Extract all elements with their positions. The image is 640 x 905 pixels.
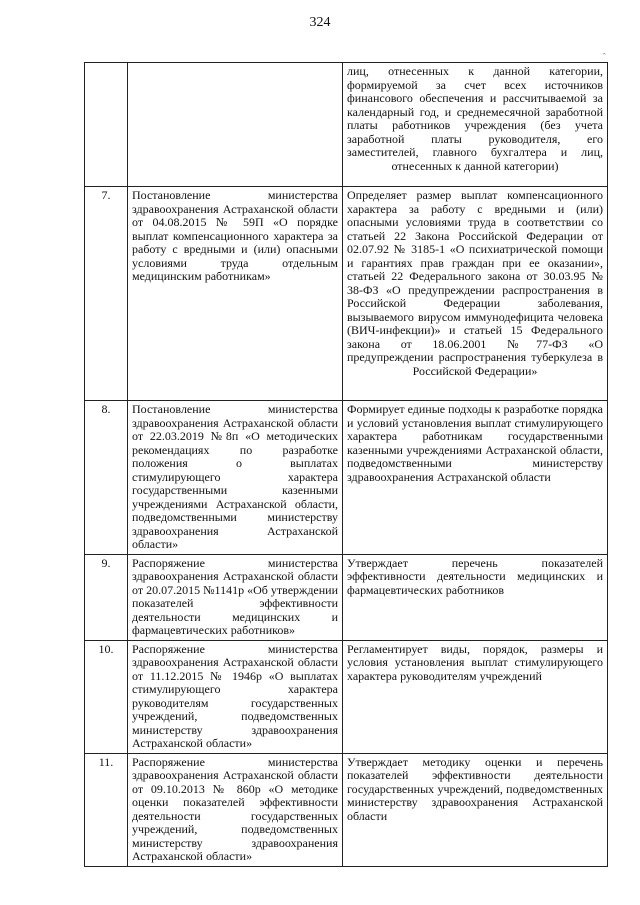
- document-title: Постановление министерства здравоохранения Астраханской области от 04.08.2015 № 59П «О порядке выплат компенсационного характера за работу с вредными и (или) опасными условиями труда отдельным медицинским работникам»: [128, 187, 343, 401]
- document-description: лиц, отнесенных к данной категории, формируемой за счет всех источников финансового обеспечения и рассчитываемой за календарный год, и среднемесячной заработной платы работников учреждения (без учета заработной платы руководителя, его заместителей, главного бухгалтера и лиц, отнесенных к данной категории): [343, 63, 608, 187]
- document-title: Распоряжение министерства здравоохранения Астраханской области от 20.07.2015 №1141р «Об утверждении показателей эффективности деятельности медицинских и фармацевтических работников»: [128, 554, 343, 640]
- document-title: [128, 63, 343, 187]
- row-number: 11.: [85, 753, 128, 866]
- document-description: Формирует единые подходы к разработке порядка и условий установления выплат стимулирующего характера работникам государственными казенными учреждениями Астраханской области, подведомственными министерству здравоохранения Астраханской области: [343, 401, 608, 555]
- document-description: Определяет размер выплат компенсационного характера за работу с вредными и (или) опасными условиями труда в соответствии со статьей 22 Закона Российской Федерации от 02.07.92 № 3185-1 «О психиатрической помощи и гарантиях прав граждан при ее оказании», статьей 22 Федерального закона от 30.03.95 № 38-ФЗ «О предупреждении распространения в Российской Федерации заболевания, вызываемого вирусом иммунодефицита человека (ВИЧ-инфекции)» и статьей 15 Федерального закона от 18.06.2001 №77-ФЗ «О предупреждении распространения туберкулеза в Российской Федерации»: [343, 187, 608, 401]
- document-description: Утверждает методику оценки и перечень показателей эффективности деятельности государственных учреждений, подведомственных министерству здравоохранения Астраханской области: [343, 753, 608, 866]
- row-number: 7.: [85, 187, 128, 401]
- scan-mark: ˆ: [603, 52, 606, 61]
- document-title: Распоряжение министерства здравоохранения Астраханской области от 11.12.2015 № 1946р «О выплатах стимулирующего характера руководителям государственных учреждений, подведомственных министерству здравоохранения Астраханской области»: [128, 640, 343, 753]
- document-description: Регламентирует виды, порядок, размеры и условия установления выплат стимулирующего характера руководителям учреждений: [343, 640, 608, 753]
- row-number: 9.: [85, 554, 128, 640]
- document-title: Постановление министерства здравоохранения Астраханской области от 22.03.2019 №8п «О методических рекомендациях по разработке положения о выплатах стимулирующего характера государственными казенными учреждениями Астраханской области, подведомственными министерству здравоохранения Астраханской области»: [128, 401, 343, 555]
- document-title: Распоряжение министерства здравоохранения Астраханской области от 09.10.2013 № 860р «О методике оценки показателей эффективности деятельности государственных учреждений, подведомственных министерству здравоохранения Астраханской области»: [128, 753, 343, 866]
- table-row: [85, 187, 608, 401]
- document-description: Утверждает перечень показателей эффективности деятельности медицинских и фармацевтических работников: [343, 554, 608, 640]
- row-number: [85, 63, 128, 187]
- row-number: 8.: [85, 401, 128, 555]
- table-row: [85, 640, 608, 753]
- row-number: 10.: [85, 640, 128, 753]
- regulations-table: [84, 62, 608, 867]
- table-row: [85, 753, 608, 866]
- page-number: 324: [309, 15, 331, 30]
- table-row: [85, 401, 608, 555]
- table-row: [85, 63, 608, 187]
- table-row: [85, 554, 608, 640]
